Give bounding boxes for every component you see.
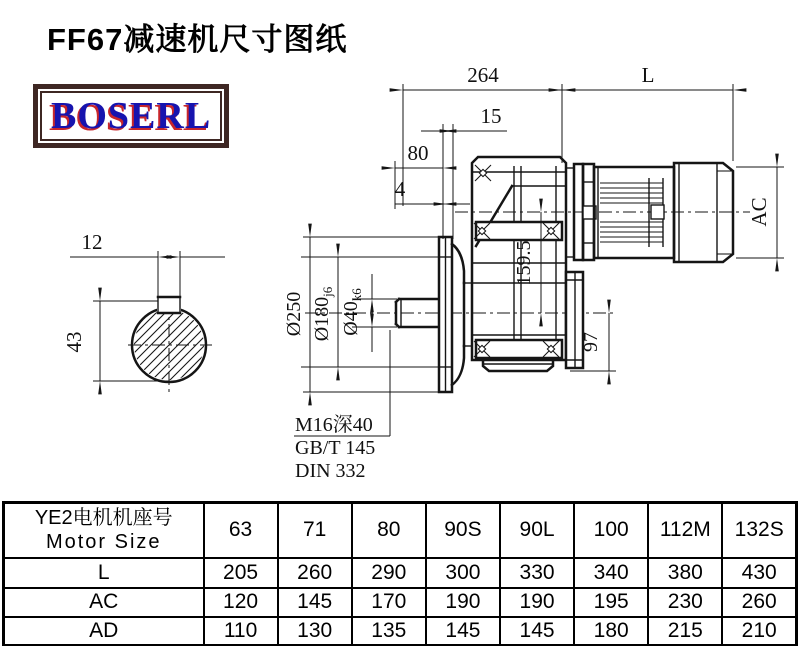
svg-text:264: 264: [467, 63, 499, 87]
cell: 145: [426, 617, 500, 646]
cell: 110: [204, 617, 278, 646]
cell: 330: [500, 558, 574, 588]
keyway-mask: [157, 296, 181, 313]
svg-text:Ø180j6: $Ø180_{j6}$: [311, 286, 335, 342]
cell: 260: [278, 558, 352, 588]
col-header: 71: [278, 503, 352, 558]
cell: 145: [500, 617, 574, 646]
col-header: 90S: [426, 503, 500, 558]
dim-spigot-diameter: [301, 257, 440, 367]
motor-size-header-en: Motor Size: [45, 531, 162, 554]
dim-264: [403, 63, 562, 206]
svg-text:43: 43: [62, 331, 86, 353]
note-din: DIN 332: [295, 460, 366, 482]
cell: 300: [426, 558, 500, 588]
svg-text:15: 15: [480, 104, 502, 128]
cell: 190: [426, 588, 500, 617]
cell: 260: [722, 588, 796, 617]
cell: 210: [722, 617, 796, 646]
cell: 180: [574, 617, 648, 646]
cell: 340: [574, 558, 648, 588]
shaft-section-view: [38, 230, 291, 413]
cell: 430: [722, 558, 796, 588]
col-header: 100: [574, 503, 648, 558]
boserl-logo-text: BOSERL: [51, 95, 212, 137]
cell: 205: [204, 558, 278, 588]
svg-text:12: 12: [81, 230, 103, 254]
motor-size-header-cn: YE2电机机座号: [34, 507, 173, 530]
cell: 380: [648, 558, 722, 588]
cell: 290: [352, 558, 426, 588]
col-header: 63: [204, 503, 278, 558]
table-header-row: [4, 503, 797, 558]
cell: 195: [574, 588, 648, 617]
svg-text:159.5: 159.5: [513, 240, 535, 286]
table-row-AC: [4, 588, 797, 617]
table-row-AD: [4, 617, 797, 646]
output-flange: [439, 237, 472, 392]
cell: 190: [500, 588, 574, 617]
col-header: 132S: [722, 503, 796, 558]
col-header: 112M: [648, 503, 722, 558]
cell: 145: [278, 588, 352, 617]
cell: 130: [278, 617, 352, 646]
motor-size-header: [4, 503, 204, 558]
row-label: AC: [4, 588, 204, 617]
row-label: AD: [4, 617, 204, 646]
note-gb: GB/T 145: [295, 437, 376, 459]
page-title: FF67减速机尺寸图纸: [47, 22, 348, 57]
thread-notes: [294, 330, 390, 482]
cell: 170: [352, 588, 426, 617]
svg-text:Ø250: Ø250: [283, 291, 305, 337]
cell: 135: [352, 617, 426, 646]
dim-L: [562, 63, 733, 161]
bolt-mark: [475, 165, 491, 181]
spec-table: [2, 501, 798, 646]
body-base: [483, 360, 553, 371]
cell: 215: [648, 617, 722, 646]
cell: 230: [648, 588, 722, 617]
col-header: 90L: [500, 503, 574, 558]
svg-text:80: 80: [407, 141, 429, 165]
svg-text:4: 4: [394, 177, 406, 201]
svg-text:97: 97: [580, 332, 602, 352]
svg-text:Ø40k6: $Ø40_{k6}$: [340, 288, 364, 336]
svg-text:AC: AC: [747, 197, 771, 227]
col-header: 80: [352, 503, 426, 558]
table-row-L: [4, 558, 797, 588]
svg-text:L: L: [641, 63, 655, 87]
row-label: L: [4, 558, 204, 588]
note-thread: M16深40: [295, 414, 373, 436]
dim-key-width: [70, 230, 225, 296]
dim-4: [395, 177, 470, 204]
spec-table-wrap: [2, 501, 798, 645]
cell: 120: [204, 588, 278, 617]
